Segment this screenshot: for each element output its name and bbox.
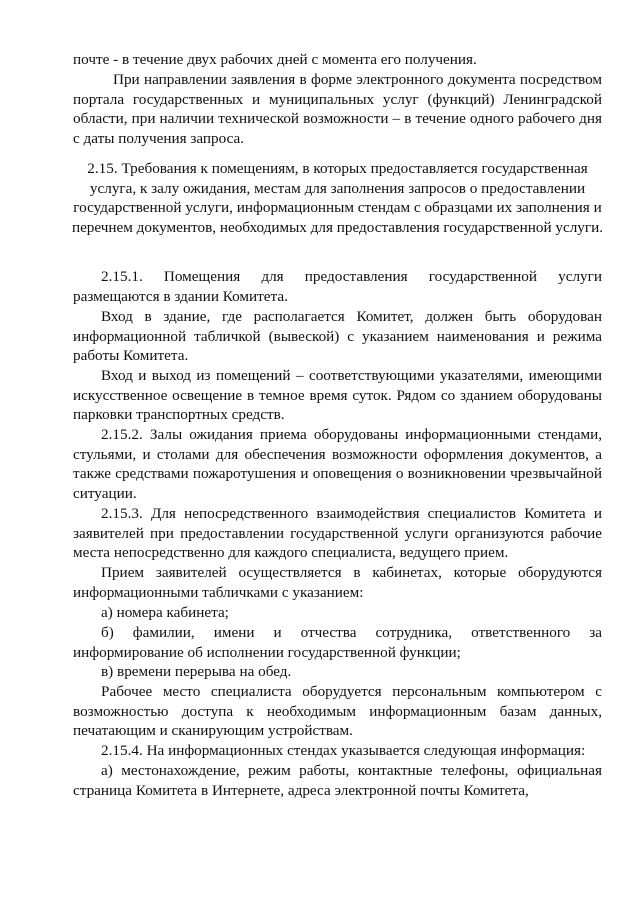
paragraph-2-15-1: 2.15.1. Помещения для предоставления государственной услуги размещаются в здании Комитета. [73, 268, 602, 305]
list-item-v-lunch-break: в) времени перерыва на обед. [101, 663, 292, 680]
paragraph-electronic-application: При направлении заявления в форме электронного документа посредством портала государственных и муниципальных услуг (функций) Ленинградской области, при наличии технической возможности – в течение одного рабочего дня с даты получения запроса. [73, 71, 602, 147]
paragraph-reception: Прием заявителей осуществляется в кабинетах, которые оборудуются информационными табличками с указанием: [73, 564, 602, 601]
paragraph-2-15-2: 2.15.2. Залы ожидания приема оборудованы информационными стендами, стульями, и столами для обеспечения возможности оформления документов, а также средствами пожаротушения и оповещения о возникновении чрезвычайной ситуации. [73, 426, 602, 502]
section-heading-2-15: 2.15. Требования к помещениям, в которых предоставляется государственная услуга, к залу ожидания, местам для заполнения запросов о предоставлении государственной услуги, информационным стендам с образцами их заполнения и перечнем документов, необходимых для предоставления государственной услуги. [71, 160, 604, 236]
paragraph-2-15-3: 2.15.3. Для непосредственного взаимодействия специалистов Комитета и заявителей при предоставлении государственной услуги организуются рабочие места непосредственно для каждого специалиста, ведущего прием. [73, 505, 602, 562]
list-item-a-office-number: а) номера кабинета; [101, 604, 229, 621]
paragraph-building-entrance: Вход в здание, где располагается Комитет, должен быть оборудован информационной табличкой (вывеской) с указанием наименования и режима работы Комитета. [73, 308, 602, 365]
paragraph-workplace-equipment: Рабочее место специалиста оборудуется персональным компьютером с возможностью доступа к необходимым информационным базам данных, печатающим и сканирующим устройствам. [73, 683, 602, 740]
list-item-b-employee-name: б) фамилии, имени и отчества сотрудника, ответственного за информирование об исполнении государственной функции; [73, 624, 602, 661]
paragraph-entry-exit: Вход и выход из помещений – соответствующими указателями, имеющими искусственное освещение в темное время суток. Рядом со зданием оборудованы парковки транспортных средств. [73, 367, 602, 424]
paragraph-2-15-4: 2.15.4. На информационных стендах указывается следующая информация: [101, 742, 586, 759]
list-item-a-location: а) местонахождение, режим работы, контактные телефоны, официальная страница Комитета в Интернете, адреса электронной почты Комитета, [73, 762, 602, 799]
paragraph-email-deadline: почте - в течение двух рабочих дней с момента его получения. [73, 51, 477, 68]
